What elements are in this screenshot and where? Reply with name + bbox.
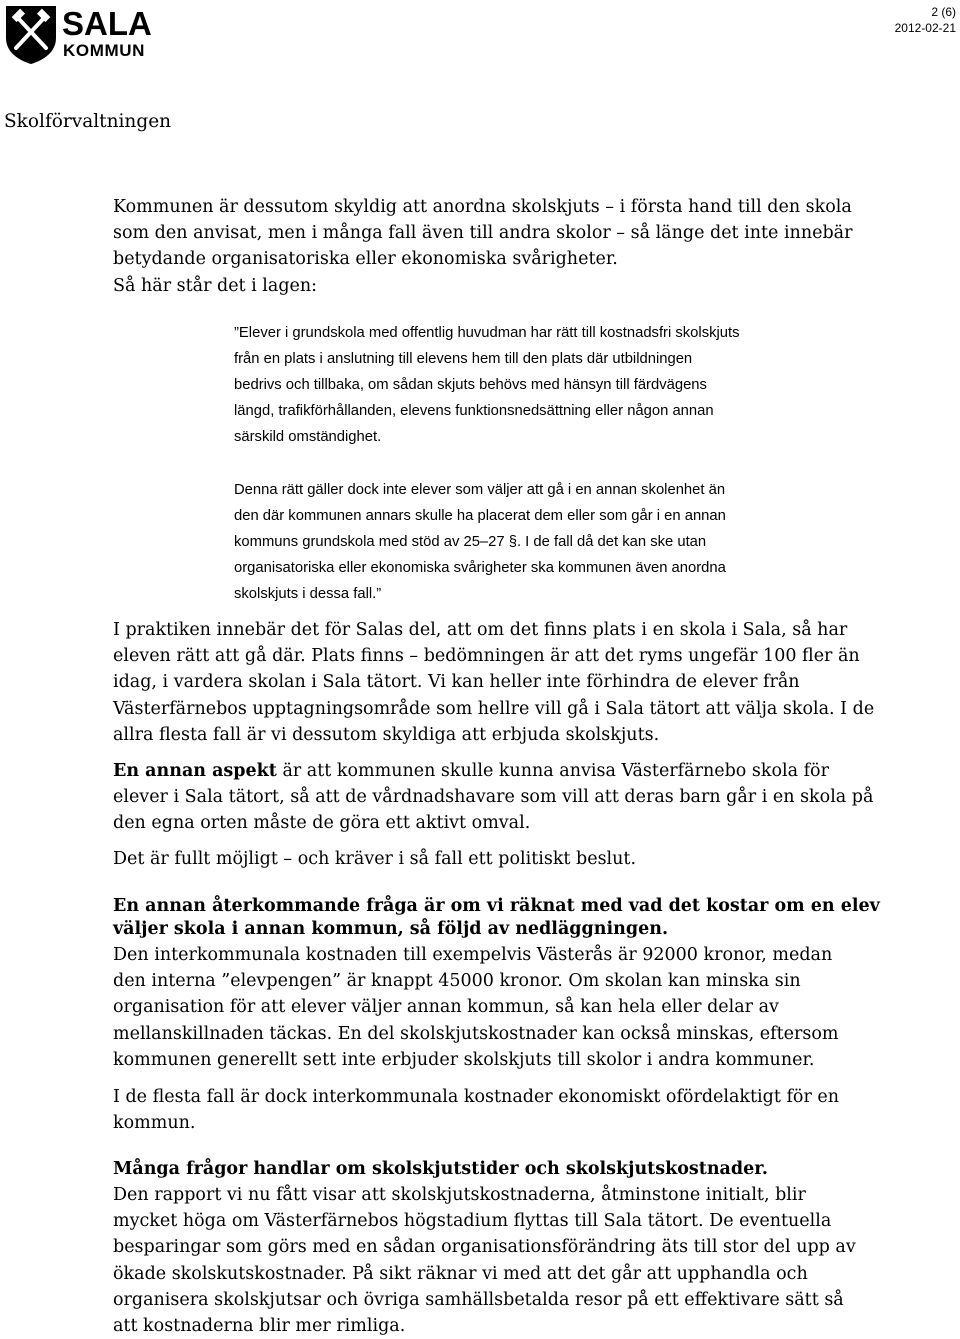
logo-emblem-icon	[4, 4, 156, 64]
text-line: kommunen generellt sett inte erbjuder skolskjuts till skolor i andra kommuner.	[113, 1049, 815, 1070]
quote-line: särskild omständighet.	[234, 429, 382, 445]
text-line: som den anvisat, men i många fall även till andra skolor – så länge det inte innebär	[113, 223, 853, 244]
text-line: idag, i vardera skolan i Sala tätort. Vi kan heller inte förhindra de elever från	[113, 672, 800, 693]
text-line: Så här står det i lagen:	[113, 275, 318, 296]
text-line: ökade skolskutskostnader. På sikt räknar vi med att det går att upphandla och	[113, 1263, 808, 1284]
text-line: Den rapport vi nu fått visar att skolskjutskostnaderna, åtminstone initialt, blir	[113, 1185, 806, 1205]
section-heading-2	[113, 1156, 768, 1182]
text-line: betydande organisatoriska eller ekonomiska svårigheter.	[113, 249, 618, 270]
text-line: eleven rätt att gå där. Plats finns – bedömningen är att det ryms ungefär 100 fler än	[113, 646, 860, 667]
text-line: allra flesta fall är vi dessutom skyldiga att erbjuda skolskjuts.	[113, 724, 660, 745]
heading-line: väljer skola i annan kommun, så följd av nedläggningen.	[113, 919, 669, 940]
document-date: 2012-02-21	[894, 21, 956, 35]
page-number: 2 (6)	[931, 5, 956, 19]
text-line: att kostnaderna blir mer rimliga.	[113, 1316, 406, 1337]
sala-kommun-logo	[4, 4, 156, 64]
text-line: Det är fullt möjligt – och kräver i så fall ett politiskt beslut.	[113, 849, 637, 869]
text-line: Västerfärnebos upptagningsområde som hellre vill gå i Sala tätort att välja skola. I de	[113, 698, 875, 719]
text-line: besparingar som görs med en sådan organisationsförändring äts till stor del upp av	[113, 1237, 856, 1258]
text-line: mellanskillnaden täckas. En del skolskjutskostnader kan också minskas, eftersom	[113, 1023, 839, 1044]
text-line: Kommunen är dessutom skyldig att anordna skolskjuts – i första hand till den skola	[113, 197, 852, 217]
svg-text:KOMMUN: KOMMUN	[63, 41, 145, 60]
text-line: organisation för att elever väljer annan kommun, så kan hela eller delar av	[113, 997, 779, 1018]
page-meta	[895, 4, 956, 36]
quote-line: den där kommunen annars skulle ha placerat dem eller som går i en annan	[234, 508, 726, 524]
department-name: Skolförvaltningen	[4, 111, 172, 132]
quote-line: skolskjuts i dessa fall.”	[234, 586, 382, 602]
text-line: den egna orten måste de göra ett aktivt omval.	[113, 813, 531, 834]
text-line	[113, 758, 873, 784]
text-line: Den interkommunala kostnaden till exempelvis Västerås är 92000 kronor, medan	[113, 945, 833, 965]
law-quote-1	[234, 320, 740, 450]
text-line: den interna ”elevpengen” är knappt 45000 kronor. Om skolan kan minska sin	[113, 971, 801, 992]
law-quote-2	[234, 477, 726, 607]
paragraph-2	[113, 617, 874, 748]
paragraph-3	[113, 758, 873, 837]
text-line: I praktiken innebär det för Salas del, att om det finns plats i en skola i Sala, så har	[113, 620, 848, 640]
quote-line: kommuns grundskola med stöd av 25–27 §. I de fall då det kan ske utan	[234, 534, 707, 550]
emphasis: En annan aspekt	[113, 761, 277, 781]
quote-line: längd, trafikförhållanden, elevens funktionsnedsättning eller någon annan	[234, 403, 714, 419]
quote-line: organisatoriska eller ekonomiska svårigheter ska kommunen även anordna	[234, 560, 726, 576]
paragraph-4	[113, 846, 636, 872]
text-run: är att kommunen skulle kunna anvisa Västerfärnebo skola för	[276, 761, 829, 781]
paragraph-1	[113, 194, 852, 299]
quote-line: bedrivs och tillbaka, om sådan skjuts behövs med hänsyn till färdvägens	[234, 377, 707, 393]
heading-line: Många frågor handlar om skolskjutstider och skolskjutskostnader.	[113, 1159, 768, 1179]
heading-line: En annan återkommande fråga är om vi räknat med vad det kostar om en elev	[113, 896, 880, 916]
text-line: I de flesta fall är dock interkommunala kostnader ekonomiskt ofördelaktigt för en	[113, 1087, 840, 1107]
quote-line: ”Elever i grundskola med offentlig huvudman har rätt till kostnadsfri skolskjuts	[234, 325, 740, 341]
quote-line: Denna rätt gäller dock inte elever som väljer att gå i en annan skolenhet än	[234, 482, 726, 498]
paragraph-6	[113, 1084, 839, 1136]
text-line: mycket höga om Västerfärnebos högstadium flyttas till Sala tätort. De eventuella	[113, 1211, 832, 1232]
text-line: kommun.	[113, 1113, 196, 1134]
text-line: elever i Sala tätort, så att de vårdnadshavare som vill att deras barn går i en skola på	[113, 787, 874, 808]
section-heading-1	[113, 893, 880, 942]
quote-line: från en plats i anslutning till elevens hem till den plats där utbildningen	[234, 351, 693, 367]
svg-text:SALA: SALA	[62, 5, 152, 42]
paragraph-5	[113, 942, 839, 1073]
paragraph-7	[113, 1182, 856, 1339]
text-line: organisera skolskjutsar och övriga samhällsbetalda resor på ett effektivare sätt så	[113, 1289, 844, 1310]
